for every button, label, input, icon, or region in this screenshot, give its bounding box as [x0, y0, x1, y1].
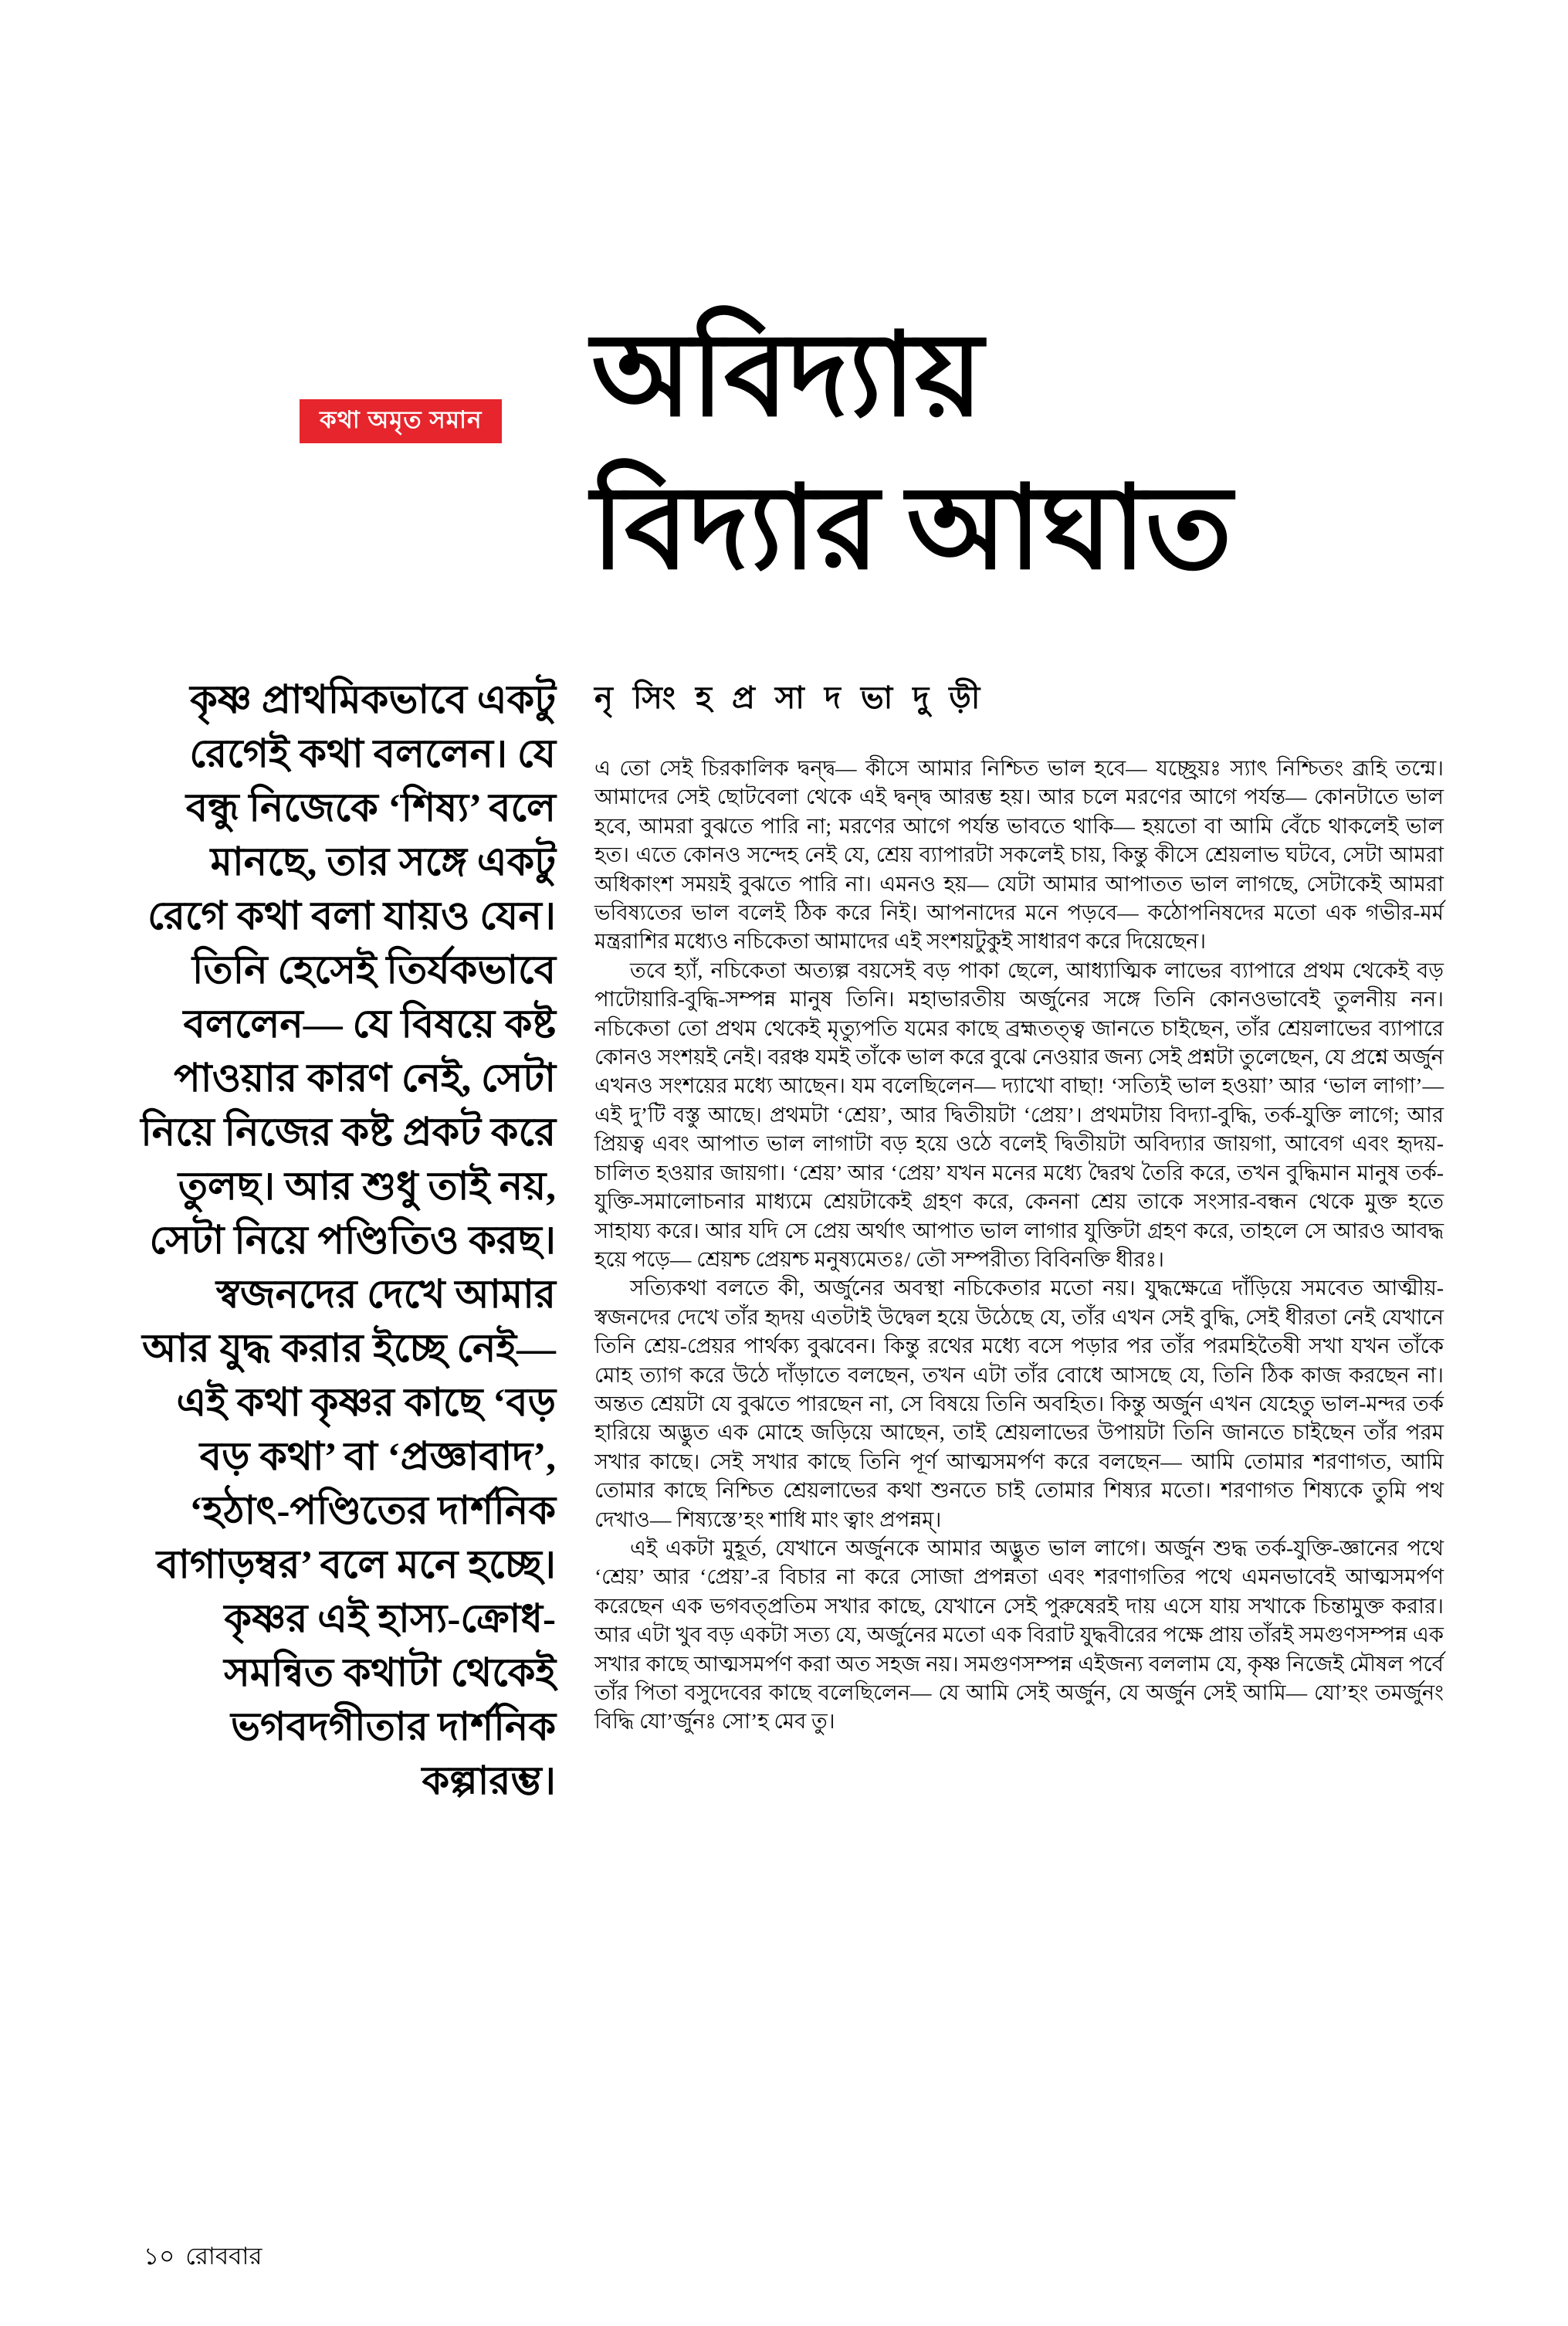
paragraph: এ তো সেই চিরকালিক দ্বন্দ্ব— কীসে আমার নিশ্চিত ভাল হবে— যচ্ছ্রেয়ঃ স্যাৎ নিশ্চিতং ব্রূহি তন্মে। আমাদের সেই ছোটবেলা থেকে এই দ্বন্দ্ব আরম্ভ হয়। আর চলে মরণের আগে পর্যন্ত— কোনটাতে ভাল হবে, আমরা বুঝতে পারি না; মরণের আগে পর্যন্ত ভাবতে থাকি— হয়তো বা আমি বেঁচে থাকলেই ভাল হত। এতে কোনও সন্দেহ নেই যে, শ্রেয় ব্যাপারটা সকলেই চায়, কিন্তু কীসে শ্রেয়লাভ ঘটবে, সেটা আমরা অধিকাংশ সময়ই বুঝতে পারি না। এমনও হয়— যেটা আমার আপাতত ভাল লাগছে, সেটাকেই আমরা ভবিষ্যতের ভাল বলেই ঠিক করে নিই। আপনাদের মনে পড়বে— কঠোপনিষদের মতো এক গভীর-মর্ম মন্ত্ররাশির মধ্যেও নচিকেতা আমাদের এই সংশয়টুকুই সাধারণ করে দিয়েছেন।	[594, 756, 1444, 954]
page-footer	[144, 2238, 262, 2278]
page-number: ১০	[144, 2243, 175, 2270]
standfirst: কৃষ্ণ প্রাথমিকভাবে একটু রেগেই কথা বললেন। যে বন্ধু নিজেকে ‘শিষ্য’ বলে মানছে, তার সঙ্গে একটু রেগে কথা বলা যায়ও যেন। তিনি হেসেই তির্যকভাবে বললেন— যে বিষয়ে কষ্ট পাওয়ার কারণ নেই, সেটা নিয়ে নিজের কষ্ট প্রকট করে তুলছ। আর শুধু তাই নয়, সেটা নিয়ে পণ্ডিতিও করছ। স্বজনদের দেখে আমার আর যুদ্ধ করার ইচ্ছে নেই— এই কথা কৃষ্ণর কাছে ‘বড় বড় কথা’ বা ‘প্রজ্ঞাবাদ’, ‘হঠাৎ-পণ্ডিতের দার্শনিক বাগাড়ম্বর’ বলে মনে হচ্ছে। কৃষ্ণর এই হাস্য-ক্রোধ-সমন্বিত কথাটা থেকেই ভগবদগীতার দার্শনিক কল্পারম্ভ।	[141, 679, 556, 1803]
byline: নৃ সিং হ প্র সা দ ভা দু ড়ী	[594, 680, 987, 715]
paragraph: এই একটা মুহূর্ত, যেখানে অর্জুনকে আমার অদ্ভুত ভাল লাগে। অর্জুন শুদ্ধ তর্ক-যুক্তি-জ্ঞানের পথে ‘শ্রেয়’ আর ‘প্রেয়’-র বিচার না করে সোজা প্রপন্নতা এবং শরণাগতির পথে এমনভাবেই আত্মসমর্পণ করেছেন এক ভগবত্প্রতিম সখার কাছে, যেখানে সেই পুরুষেরই দায় এসে যায় সখাকে চিন্তামুক্ত করার। আর এটা খুব বড় একটা সত্য যে, অর্জুনের মতো এক বিরাট যুদ্ধবীরের পক্ষে প্রায় তাঁরই সমগুণসম্পন্ন এক সখার কাছে আত্মসমর্পণ করা অত সহজ নয়। সমগুণসম্পন্ন এইজন্য বললাম যে, কৃষ্ণ নিজেই মৌষল পর্বে তাঁর পিতা বসুদেবের কাছে বলেছিলেন— যে আমি সেই অর্জুন, যে অর্জুন সেই আমি— যো’হং তমর্জুনং বিদ্ধি যো’র্জুনঃ সো’হ মেব তু।	[594, 1535, 1444, 1734]
headline-line-2: বিদ্যার আঘাত	[591, 465, 1231, 593]
headline-line-1: অবিদ্যায়	[591, 312, 983, 440]
article-body	[594, 754, 1444, 1736]
magazine-name: রোববার	[185, 2243, 262, 2270]
section-kicker	[300, 399, 502, 443]
section-kicker-label: কথা অমৃত সমান	[320, 405, 483, 433]
headline	[591, 300, 1231, 605]
paragraph: সত্যিকথা বলতে কী, অর্জুনের অবস্থা নচিকেতার মতো নয়। যুদ্ধক্ষেত্রে দাঁড়িয়ে সমবেত আত্মীয়-স্বজনদের দেখে তাঁর হৃদয় এতটাই উদ্বেল হয়ে উঠেছে যে, তাঁর এখন সেই বুদ্ধি, সেই ধীরতা নেই যেখানে তিনি শ্রেয়-প্রেয়র পার্থক্য বুঝবেন। কিন্তু রথের মধ্যে বসে পড়ার পর তাঁর পরমহিতৈষী সখা যখন তাঁকে মোহ ত্যাগ করে উঠে দাঁড়াতে বলছেন, তখন এটা তাঁর বোধে আসছে যে, তিনি ঠিক কাজ করছেন না। অন্তত শ্রেয়টা যে বুঝতে পারছেন না, সে বিষয়ে তিনি অবহিত। কিন্তু অর্জুন এখন যেহেতু ভাল-মন্দর তর্ক হারিয়ে অদ্ভুত এক মোহে জড়িয়ে আছেন, তাই শ্রেয়লাভের উপায়টা তিনি জানতে চাইছেন তাঁর পরম সখার কাছে। সেই সখার কাছে তিনি পূর্ণ আত্মসমর্পণ করে বলছেন— আমি তোমার শরণাগত, আমি তোমার কাছে নিশ্চিত শ্রেয়লাভের কথা শুনতে চাই তোমার শিষ্যর মতো। শরণাগত শিষ্যকে তুমি পথ দেখাও— শিষ্যস্তে’হং শাধি মাং ত্বাং প্রপন্নম্।	[594, 1276, 1444, 1531]
paragraph: তবে হ্যাঁ, নচিকেতা অত্যল্প বয়সেই বড় পাকা ছেলে, আধ্যাত্মিক লাভের ব্যাপারে প্রথম থেকেই বড় পাটোয়ারি-বুদ্ধি-সম্পন্ন মানুষ তিনি। মহাভারতীয় অর্জুনের সঙ্গে তিনি কোনওভাবেই তুলনীয় নন। নচিকেতা তো প্রথম থেকেই মৃত্যুপতি যমের কাছে ব্রহ্মতত্ত্ব জানতে চাইছেন, তাঁর শ্রেয়লাভের ব্যাপারে কোনও সংশয়ই নেই। বরঞ্চ যমই তাঁকে ভাল করে বুঝে নেওয়ার জন্য সেই প্রশ্নটা তুলেছেন, যে প্রশ্নে অর্জুন এখনও সংশয়ের মধ্যে আছেন। যম বলেছিলেন— দ্যাখো বাছা! ‘সত্যিই ভাল হওয়া’ আর ‘ভাল লাগা’— এই দু’টি বস্তু আছে। প্রথমটা ‘শ্রেয়’, আর দ্বিতীয়টা ‘প্রেয়’। প্রথমটায় বিদ্যা-বুদ্ধি, তর্ক-যুক্তি লাগে; আর প্রিয়ত্ব এবং আপাত ভাল লাগাটা বড় হয়ে ওঠে বলেই দ্বিতীয়টা অবিদ্যার জায়গা, আবেগ এবং হৃদয়-চালিত হওয়ার জায়গা। ‘শ্রেয়’ আর ‘প্রেয়’ যখন মনের মধ্যে দ্বৈরথ তৈরি করে, তখন বুদ্ধিমান মানুষ তর্ক-যুক্তি-সমালোচনার মাধ্যমে শ্রেয়টাকেই গ্রহণ করে, কেননা শ্রেয় তাকে সংসার-বন্ধন থেকে মুক্ত হতে সাহায্য করে। আর যদি সে প্রেয় অর্থাৎ আপাত ভাল লাগার যুক্তিটা গ্রহণ করে, তাহলে সে আরও আবদ্ধ হয়ে পড়ে— শ্রেয়শ্চ প্রেয়শ্চ মনুষ্যমেতঃ/ তৌ সম্পরীত্য বিবিনক্তি ধীরঃ।	[594, 958, 1444, 1271]
